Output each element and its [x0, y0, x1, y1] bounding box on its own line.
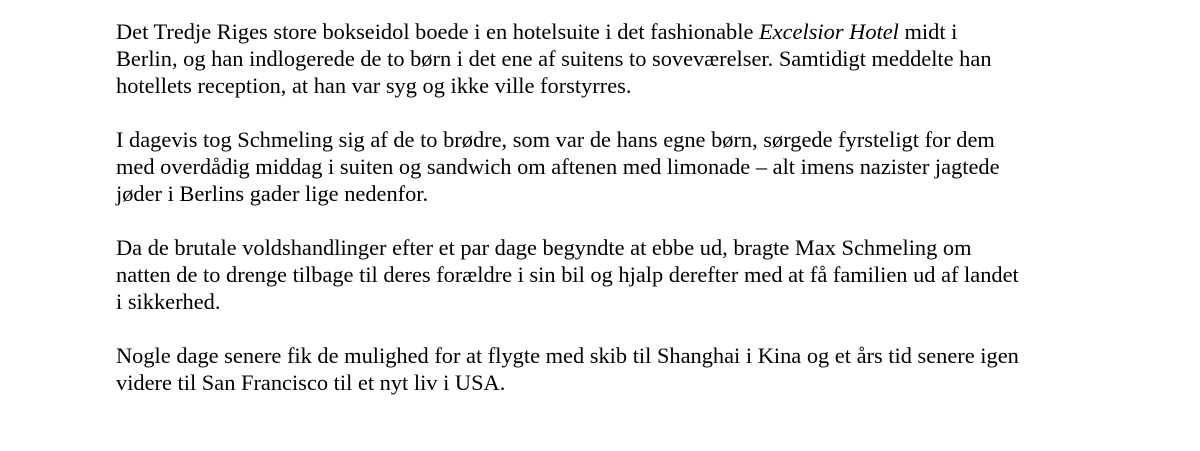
text-line: hotellets reception, at han var syg og ikke ville forstyrres. [116, 73, 632, 98]
text-line: jøder i Berlins gader lige nedenfor. [116, 181, 429, 206]
text-line: Berlin, og han indlogerede de to børn i det ene af suitens to soveværelser. Samtidigt meddelte han [116, 46, 992, 71]
text-run: Det Tredje Riges store bokseidol boede i en hotelsuite i det fashionable [116, 19, 759, 44]
hotel-name-italic: Excelsior Hotel [759, 19, 899, 44]
text-line [116, 18, 1076, 45]
text-line: Da de brutale voldshandlinger efter et par dage begyndte at ebbe ud, bragte Max Schmeling om [116, 235, 972, 260]
text-line: med overdådig middag i suiten og sandwich om aftenen med limonade – alt imens nazister jagtede [116, 154, 1000, 179]
paragraph-1 [116, 18, 1076, 99]
text-line: i sikkerhed. [116, 289, 221, 314]
text-line: videre til San Francisco til et nyt liv i USA. [116, 370, 506, 395]
text-line: natten de to drenge tilbage til deres forældre i sin bil og hjalp derefter med at få familien ud af landet [116, 262, 1019, 287]
paragraph-4 [116, 342, 1076, 396]
paragraph-2 [116, 126, 1076, 207]
text-line: I dagevis tog Schmeling sig af de to brødre, som var de hans egne børn, sørgede fyrsteligt for dem [116, 127, 995, 152]
paragraph-3 [116, 234, 1076, 315]
text-run: midt i [898, 19, 958, 44]
text-line: Nogle dage senere fik de mulighed for at flygte med skib til Shanghai i Kina og et års tid senere igen [116, 343, 1019, 368]
